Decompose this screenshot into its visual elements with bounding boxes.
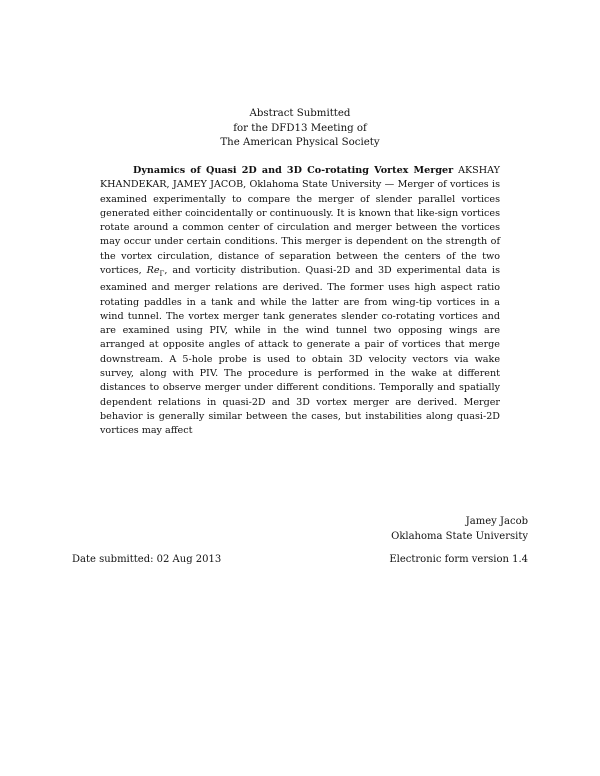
- signature-affiliation: Oklahoma State University: [391, 531, 528, 542]
- abstract-text: [100, 164, 500, 439]
- signature-name: Jamey Jacob: [465, 516, 528, 527]
- abstract-authors: AKSHAY KHANDEKAR, JAMEY JACOB, Oklahoma State University: [100, 165, 500, 191]
- date-submitted: Date submitted: 02 Aug 2013: [72, 554, 222, 565]
- abstract-title: Dynamics of Quasi 2D and 3D Co-rotating Vortex Merger: [133, 165, 454, 176]
- form-version: Electronic form version 1.4: [389, 554, 528, 565]
- reynolds-symbol: Re: [146, 265, 160, 277]
- abstract-body-part1: Merger of vortices is examined experimentally to compare the merger of slender parallel vortices generated either coincidentally or continuously. It is known that like-sign vortices rotate around a common center of circulation and merger between the vortices may occur under certain conditions. This merger is dependent on the strength of the vortex circulation, distance of separation between the centers of the two vortices,: [100, 179, 500, 277]
- reynolds-subscript: Γ: [159, 269, 165, 278]
- submission-header: [0, 107, 600, 151]
- header-line-abstract-submitted: Abstract Submitted: [249, 108, 351, 119]
- abstract-dash: —: [381, 179, 398, 191]
- signature-block: [391, 514, 528, 544]
- abstract-body-part2: , and vorticity distribution. Quasi-2D and 3D experimental data is examined and merger relations are derived. The former uses high aspect ratio rotating paddles in a tank and while the latter are from wing-tip vortices in a wind tunnel. The vortex merger tank generates slender co-rotating vortices and are examined using PIV, while in the wind tunnel two opposing wings are arranged at opposite angles of attack to generate a pair of vortices that merge downstream. A 5-hole probe is used to obtain 3D velocity vectors via wake survey, along with PIV. The procedure is performed in the wake at different distances to observe merger under different conditions. Temporally and spatially dependent relations in quasi-2D and 3D vortex merger are derived. Merger behavior is generally similar between the cases, but instabilities along quasi-2D vortices may affect: [100, 265, 500, 437]
- header-line-society: The American Physical Society: [220, 137, 380, 148]
- header-line-meeting: for the DFD13 Meeting of: [233, 122, 367, 134]
